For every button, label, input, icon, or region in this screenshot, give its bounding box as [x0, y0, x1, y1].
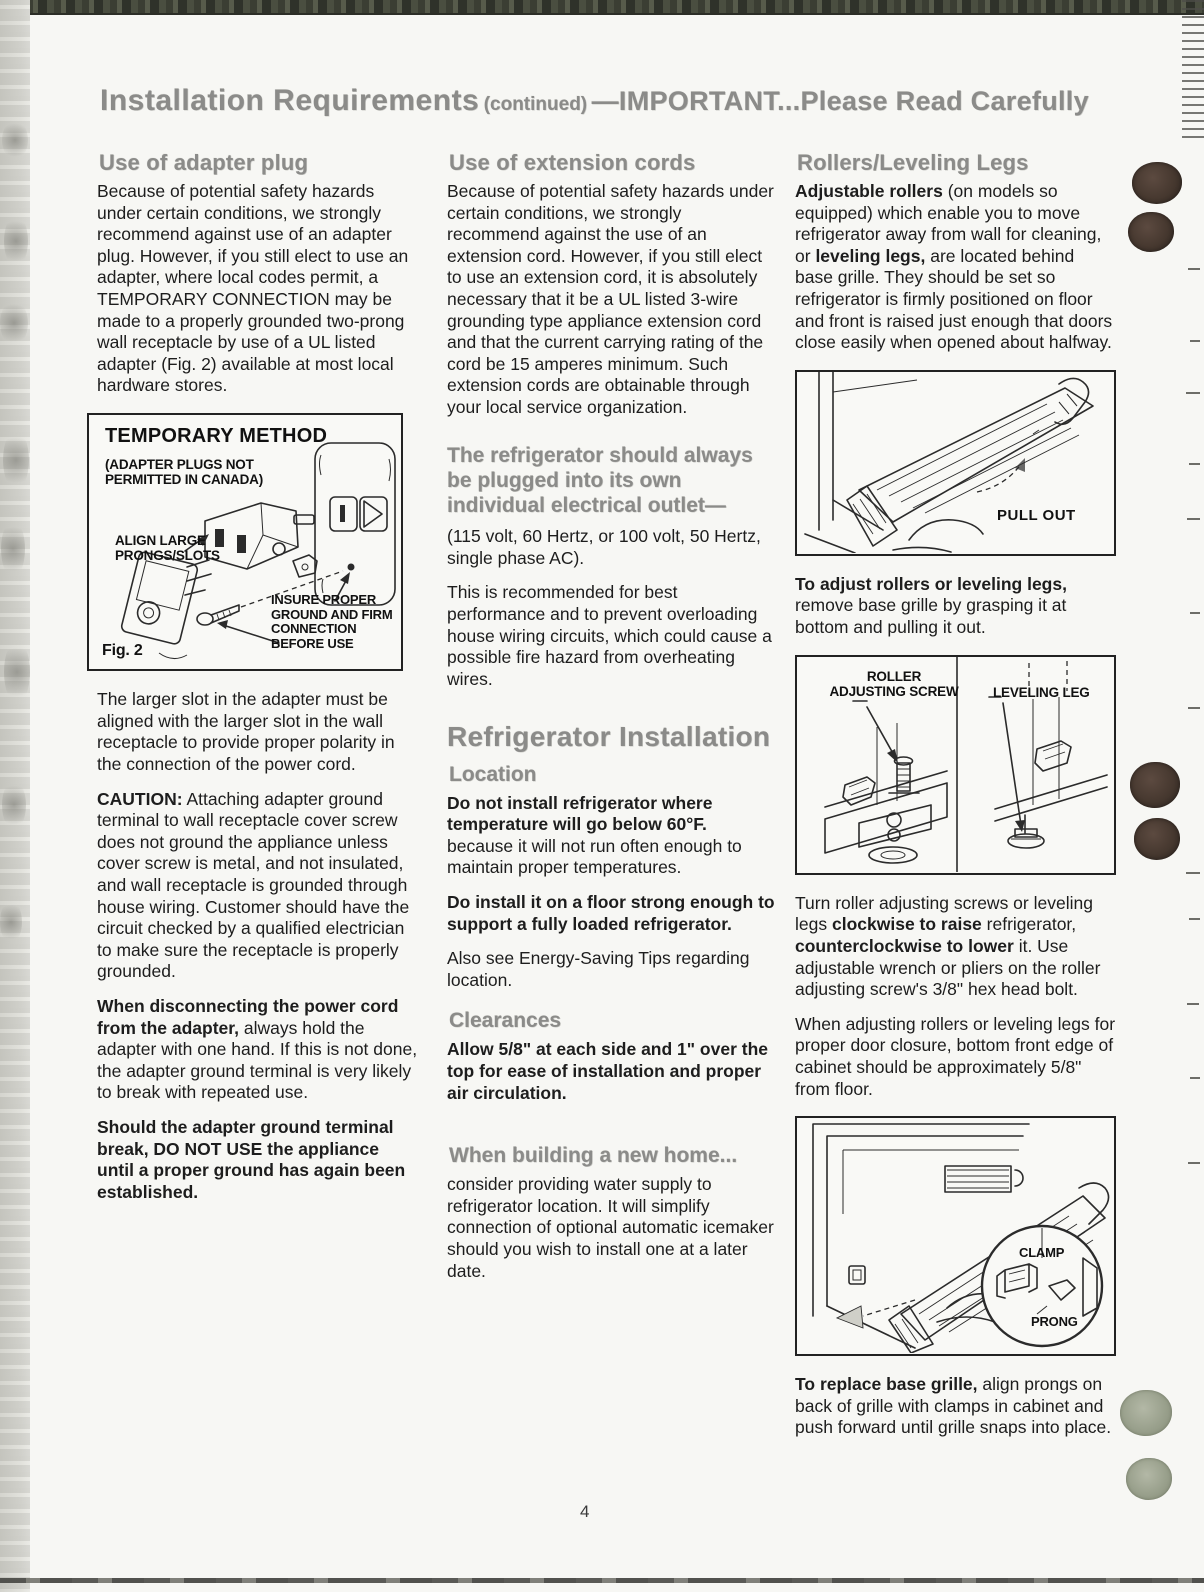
- scan-smudge: [0, 300, 28, 346]
- punch-hole: [1128, 212, 1174, 252]
- scan-tick: [1188, 1162, 1200, 1164]
- figure-replace-grille: [795, 1116, 1116, 1356]
- paragraph-energy-tips: Also see Energy-Saving Tips regarding location.: [447, 948, 750, 990]
- rollers-text-1: (on models so equipped) which enable you to move refrigerator away from wall for cleaning, or: [795, 181, 1102, 266]
- heading-own-outlet: The refrigerator should always be plugged into its own individual electrical outlet—: [447, 443, 753, 518]
- page-title-main: Installation Requirements: [100, 84, 480, 117]
- paragraph-caution: [97, 789, 418, 983]
- pull-out-label: PULL OUT: [997, 506, 1076, 524]
- scan-edge-bottom: [0, 1578, 1204, 1583]
- heading-refrigerator-installation: Refrigerator Installation: [447, 720, 771, 752]
- paragraph-door-closure: When adjusting rollers or leveling legs for proper door closure, bottom front edge of cabinet should be approximately 5/8" from floor.: [795, 1013, 1116, 1099]
- scan-tick: [1189, 463, 1200, 465]
- replace-grille-text: align prongs on back of grille with clamps in cabinet and push forward until grille snaps into place.: [795, 1374, 1112, 1438]
- counterclockwise-bold: counterclockwise to lower: [795, 935, 1014, 956]
- paragraph-outlet-spec: (115 volt, 60 Hertz, or 100 volt, 50 Hertz, single phase AC).: [447, 526, 761, 568]
- do-not-install-bold: Do not install refrigerator where temperature will go below 60°F.: [447, 792, 713, 835]
- scan-smudge: [1, 520, 25, 578]
- punch-hole: [1132, 162, 1182, 204]
- leveling-legs-bold: leveling legs,: [815, 245, 926, 266]
- paragraph-rollers: [795, 181, 1116, 354]
- prong-label: PRONG: [1031, 1314, 1078, 1330]
- disconnect-text: always hold the adapter with one hand. If this is not done, the adapter ground terminal is very likely to break with repeated use.: [97, 1017, 418, 1103]
- punch-hole: [1134, 818, 1180, 860]
- punch-hole: [1130, 762, 1180, 808]
- punch-hole: [1120, 1390, 1172, 1436]
- scan-tick: [1190, 1077, 1200, 1079]
- clockwise-bold: clockwise to raise: [831, 914, 982, 935]
- paragraph-clearances: Allow 5/8" at each side and 1" over the top for ease of installation and proper air circulation.: [447, 1039, 769, 1103]
- paragraph-extension-cords: Because of potential safety hazards under certain conditions, we strongly recommend against the use of an extension cord. However, if you still elect to use an extension cord, it is absolutely necessary that it be a UL listed 3-wire grounding type appliance extension cord and that the current carrying rating of the cord be 15 amperes minimum. Such extension cords are obtainable through your local service organization.: [447, 181, 774, 418]
- scan-tick: [1190, 612, 1200, 614]
- scan-tick: [1188, 707, 1200, 709]
- scan-tick: [1188, 268, 1200, 270]
- scan-smudge: [3, 430, 29, 490]
- disconnect-bold: When disconnecting the power cord from the adapter,: [97, 996, 399, 1038]
- heading-clearances: Clearances: [449, 1009, 562, 1033]
- scan-tick: [1190, 340, 1200, 342]
- rollers-text-2: are located behind base grille. They should be set so refrigerator is firmly positioned on floor and front is raised just enough that doors close easily when opened about halfway.: [795, 245, 1113, 353]
- paragraph-polarity: The larger slot in the adapter must be aligned with the larger slot in the wall receptacle to provide proper polarity in the connection of the power cord.: [97, 689, 395, 774]
- scan-edge-marks: [1182, 0, 1204, 142]
- clamp-label: CLAMP: [1019, 1245, 1065, 1261]
- paragraph-replace-grille: [795, 1374, 1116, 1439]
- scan-smudge: [2, 780, 26, 830]
- figure-temporary-method: [87, 413, 403, 671]
- column-rollers-leveling-legs: [795, 150, 1116, 1452]
- turn-text-3: it. Use adjustable wrench or pliers on the roller adjusting screw's 3/8" hex head bolt.: [795, 935, 1101, 1000]
- figure-caption: Fig. 2: [102, 642, 143, 660]
- scan-smudge: [4, 215, 28, 267]
- heading-new-home: When building a new home...: [449, 1144, 738, 1168]
- page-number: 4: [580, 1502, 590, 1521]
- paragraph-adapter-plug: Because of potential safety hazards under certain conditions, we strongly recommend against use of an adapter plug. However, if you still elect to use an adapter, where local codes permit, a TEMPORARY CONNECTION may be made to a properly grounded two-prong wall receptacle by use of a UL listed adapter (Fig. 2) available at most local hardware stores.: [97, 181, 409, 396]
- replace-grille-bold: To replace base grille,: [795, 1374, 978, 1395]
- paragraph-adjust-rollers: [795, 574, 1116, 639]
- leveling-leg-label: LEVELING LEG: [993, 684, 1090, 700]
- paragraph-do-install: Do install it on a floor strong enough to support a fully loaded refrigerator.: [447, 891, 775, 934]
- scan-tick: [1186, 872, 1200, 874]
- adjustable-rollers-bold: Adjustable rollers: [795, 181, 943, 201]
- adjust-rollers-bold: To adjust rollers or leveling legs,: [795, 573, 1067, 594]
- page-title-continued: (continued): [483, 94, 588, 115]
- page-title-subtitle: —IMPORTANT...Please Read Carefully: [591, 86, 1089, 116]
- scan-smudge: [4, 640, 30, 704]
- paragraph-new-home: consider providing water supply to refrigerator location. It will simplify connection of optional automatic icemaker should you wish to install one at a later date.: [447, 1174, 774, 1281]
- punch-hole: [1126, 1458, 1172, 1500]
- caution-text: Attaching adapter ground terminal to wall receptacle cover screw does not ground the appliance unless cover screw is metal, and not insulated, and wall receptacle is grounded through house wiring. Customer should have the circuit checked by a qualified electrician to make sure the receptacle is properly grounded.: [97, 788, 410, 982]
- adjust-rollers-text: remove base grille by grasping it at bottom and pulling it out.: [795, 595, 1067, 638]
- insure-ground-label: INSURE PROPER GROUND AND FIRM CONNECTION BEFORE USE: [271, 592, 393, 651]
- heading-use-of-extension-cords: Use of extension cords: [449, 150, 696, 175]
- pull-out-grille-illustration: [797, 372, 1113, 553]
- figure-pull-out-grille: [795, 370, 1116, 556]
- paragraph-ground-break: Should the adapter ground terminal break, DO NOT USE the appliance until a proper ground has again been established.: [97, 1117, 406, 1202]
- roller-adjusting-screw-label: ROLLER ADJUSTING SCREW: [829, 668, 959, 699]
- figure-note: (ADAPTER PLUGS NOT PERMITTED IN CANADA): [105, 457, 263, 488]
- paragraph-do-not-install: [447, 793, 776, 879]
- figure-roller-leveling-leg: [795, 655, 1116, 875]
- turn-text-2: refrigerator,: [986, 914, 1077, 935]
- column-adapter-plug: [97, 150, 418, 1217]
- column-extension-cords: [447, 150, 776, 1295]
- figure-title: TEMPORARY METHOD: [105, 425, 328, 448]
- paragraph-turn-screws: [795, 893, 1116, 1001]
- do-not-install-text: because it will not run often enough to maintain proper temperatures.: [447, 835, 742, 878]
- paragraph-disconnect: [97, 996, 418, 1104]
- paragraph-outlet-reason: This is recommended for best performance and to prevent overloading house wiring circuits, which could cause a possible fire hazard from overheating wires.: [447, 582, 772, 689]
- turn-text-1: Turn roller adjusting screws or leveling legs: [795, 892, 1093, 935]
- scan-edge-top: [26, 0, 1204, 15]
- scan-smudge: [2, 120, 28, 160]
- scan-tick: [1189, 918, 1200, 920]
- align-prongs-label: ALIGN LARGE PRONGS/SLOTS: [115, 533, 220, 564]
- heading-rollers-leveling-legs: Rollers/Leveling Legs: [797, 150, 1029, 175]
- page-title: [100, 84, 1160, 118]
- heading-use-of-adapter-plug: Use of adapter plug: [99, 150, 309, 175]
- scan-smudge: [0, 900, 22, 944]
- scan-tick: [1187, 1003, 1199, 1005]
- caution-label: CAUTION:: [97, 788, 183, 809]
- scan-tick: [1187, 518, 1200, 520]
- heading-location: Location: [449, 762, 537, 786]
- scan-tick: [1186, 392, 1200, 394]
